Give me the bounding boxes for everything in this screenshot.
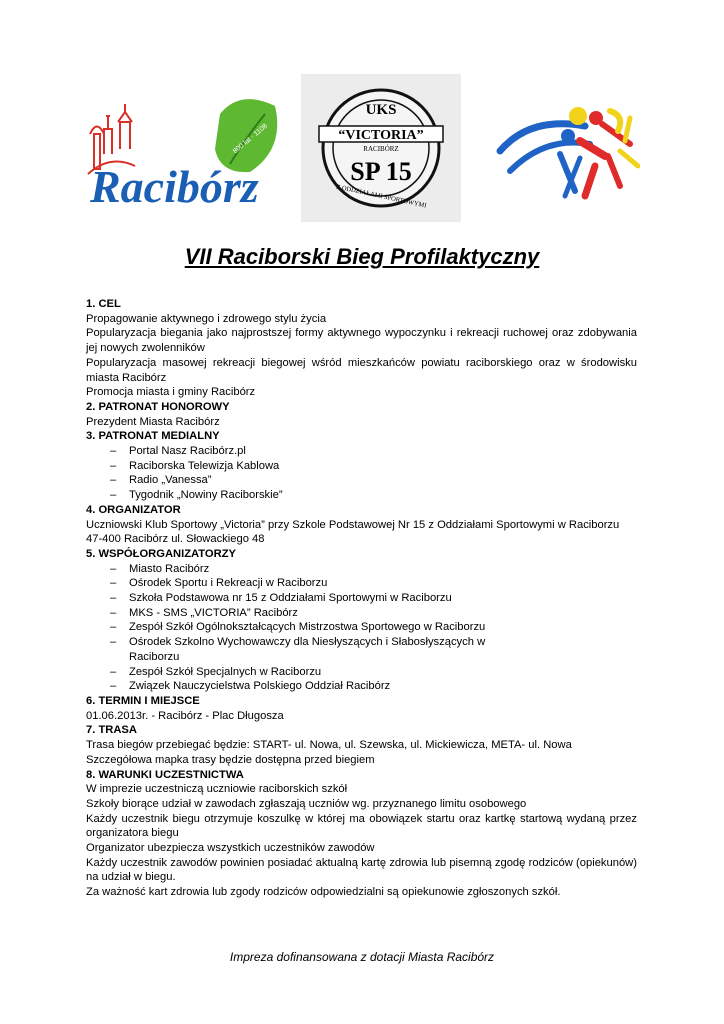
warunki-line: Organizator ubezpiecza wszystkich uczestników zawodów [86, 842, 375, 855]
victoria-club-logo [301, 74, 461, 222]
list-item: – Ośrodek Szkolno Wychowawczy dla Niesłyszących i Słabosłyszących w Raciborzu [110, 635, 499, 664]
organizator-line: 47-400 Racibórz ul. Słowackiego 48 [86, 533, 265, 546]
leaf-text: 800 lat · 1108 [231, 122, 269, 156]
list-item: – Związek Nauczycielstwa Polskiego Oddział Racibórz [110, 679, 637, 694]
section-heading-termin: 6. TERMIN I MIEJSCE [86, 694, 200, 707]
warunki-line: Każdy uczestnik biegu otrzymuje koszulkę w której ma obowiązek startu oraz kartkę startową wydaną przez organizatora biegu [86, 812, 637, 840]
organizator-line: Uczniowski Klub Sportowy „Victoria” przy Szkole Podstawowej Nr 15 z Oddziałami Sportowymi w Raciborzu [86, 518, 620, 531]
termin-text: 01.06.2013r. - Racibórz - Plac Długosza [86, 709, 284, 722]
document-body [86, 297, 637, 900]
section-heading-patronat-honorowy: 2. PATRONAT HONOROWY [86, 400, 230, 413]
warunki-line: W imprezie uczestniczą uczniowie raciborskich szkół [86, 783, 348, 796]
list-item: – Zespół Szkół Ogólnokształcących Mistrzostwa Sportowego w Raciborzu [110, 620, 637, 635]
warunki-line: Szkoły biorące udział w zawodach zgłaszają uczniów wg. przyznanego limitu osobowego [86, 797, 527, 810]
list-item: – Miasto Racibórz [110, 562, 637, 577]
section-heading-trasa: 7. TRASA [86, 724, 137, 737]
section-heading-cel: 1. CEL [86, 298, 121, 310]
document-title: VII Raciborski Bieg Profilaktyczny [184, 244, 540, 269]
warunki-line: Każdy uczestnik zawodów powinien posiadać aktualną kartę zdrowia lub pisemną zgodę rodziców (opiekunów) na udział w biegu. [86, 856, 637, 884]
list-item: – MKS - SMS „VICTORIA” Racibórz [110, 606, 637, 621]
list-item: – Ośrodek Sportu i Rekreacji w Raciborzu [110, 576, 637, 591]
list-item: – Radio „Vanessa” [110, 473, 637, 488]
cel-line: Promocja miasta i gminy Racibórz [86, 386, 256, 399]
wspolorganizatorzy-list [86, 562, 637, 694]
list-item: – Szkoła Podstawowa nr 15 z Oddziałami Sportowymi w Raciborzu [110, 591, 637, 606]
patronat-honorowy-text: Prezydent Miasta Racibórz [86, 415, 220, 428]
trasa-line: Trasa biegów przebiegać będzie: START- ul. Nowa, ul. Szewska, ul. Mickiewicza, META- ul. Nowa [86, 739, 572, 752]
trasa-line: Szczegółowa mapka trasy będzie dostępna przed biegiem [86, 753, 375, 766]
runner-logo [490, 96, 640, 206]
cel-line: Popularyzacja masowej rekreacji biegowej wśród mieszkańców powiatu raciborskiego oraz w środowisku miasta Racibórz [86, 356, 637, 384]
section-heading-patronat-medialny: 3. PATRONAT MEDIALNY [86, 430, 220, 443]
victoria-name-text: “VICTORIA” [338, 128, 424, 143]
raciborz-city-logo [80, 94, 295, 219]
raciborz-wordmark: Racibórz [90, 161, 259, 212]
patronat-medialny-list [86, 444, 637, 503]
victoria-sp-text: SP 15 [350, 157, 412, 186]
victoria-uks-text: UKS [365, 102, 397, 118]
list-item: – Portal Nasz Racibórz.pl [110, 444, 637, 459]
cel-line: Propagowanie aktywnego i zdrowego stylu życia [86, 312, 327, 325]
cel-line: Popularyzacja biegania jako najprostszej formy aktywnego wypoczynku i rekreacji ruchowej oraz zdobywania jej nowych zwolenników [86, 327, 637, 355]
list-item: – Zespół Szkół Specjalnych w Raciborzu [110, 665, 637, 680]
victoria-city-text: RACIBÓRZ [363, 145, 399, 153]
list-item: – Tygodnik „Nowiny Raciborskie” [110, 488, 637, 503]
logo-row [80, 74, 650, 224]
footer-note: Impreza dofinansowana z dotacji Miasta Racibórz [229, 950, 495, 964]
section-heading-wspolorganizatorzy: 5. WSPÓŁORGANIZATORZY [86, 547, 236, 560]
list-item: – Raciborska Telewizja Kablowa [110, 459, 637, 474]
section-heading-warunki: 8. WARUNKI UCZESTNICTWA [86, 768, 244, 781]
victoria-ring-text: Z ODDZIAŁAMI SPORTOWYMI [335, 183, 428, 210]
warunki-line: Za ważność kart zdrowia lub zgody rodziców odpowiedzialni są opiekunowie zgłoszonych szkół. [86, 886, 561, 899]
section-heading-organizator: 4. ORGANIZATOR [86, 503, 181, 516]
